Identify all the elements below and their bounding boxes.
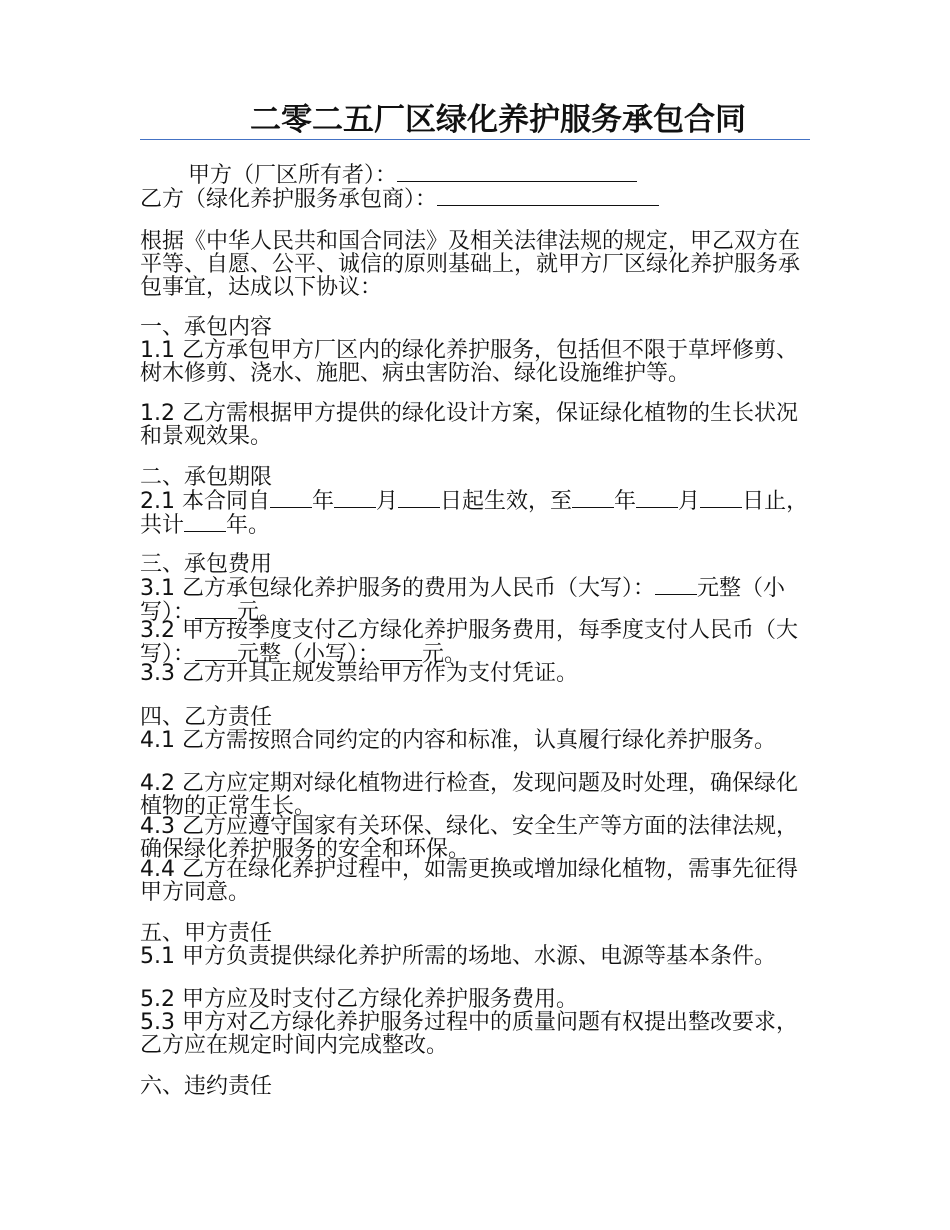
clause-3-3: 3.3 乙方开具正规发票给甲方作为支付凭证。 bbox=[140, 661, 578, 686]
clause-3-1-text: 元整（小写）： bbox=[140, 576, 785, 625]
clause-4-2: 4.2 乙方应定期对绿化植物进行检查，发现问题及时处理，确保绿化植物的正常生长。 bbox=[140, 771, 798, 819]
quarterly-number-blank[interactable] bbox=[380, 642, 422, 661]
total-years-blank[interactable] bbox=[184, 513, 226, 532]
party-b-blank[interactable] bbox=[437, 185, 659, 206]
end-day-blank[interactable] bbox=[700, 489, 742, 508]
clause-3-1 bbox=[140, 576, 812, 624]
section-1-heading: 一、承包内容 bbox=[140, 315, 273, 340]
start-day-blank[interactable] bbox=[398, 489, 440, 508]
clause-2-1-text: 2.1 本合同自 bbox=[140, 489, 270, 514]
clause-3-1-text: 元。 bbox=[237, 600, 282, 625]
clause-2-1-text: 年 bbox=[311, 489, 334, 514]
clause-3-2-text: 3.2 甲方按季度支付乙方绿化养护服务费用，每季度支付人民币（大写）： bbox=[140, 618, 798, 667]
fee-number-blank[interactable] bbox=[195, 600, 237, 619]
clause-2-1-text: 日起生效，至 bbox=[440, 489, 573, 514]
clause-3-2 bbox=[140, 619, 812, 666]
clause-2-1 bbox=[140, 489, 812, 537]
clause-4-3: 4.3 乙方应遵守国家有关环保、绿化、安全生产等方面的法律法规，确保绿化养护服务的安全和环保。 bbox=[140, 814, 798, 862]
party-b-line bbox=[140, 185, 659, 212]
fee-uppercase-blank[interactable] bbox=[655, 576, 697, 595]
start-year-blank[interactable] bbox=[270, 489, 312, 508]
clause-5-1: 5.1 甲方负责提供绿化养护所需的场地、水源、电源等基本条件。 bbox=[140, 944, 776, 969]
end-year-blank[interactable] bbox=[572, 489, 614, 508]
title-underline bbox=[140, 139, 810, 140]
document-title: 二零二五厂区绿化养护服务承包合同 bbox=[250, 102, 746, 138]
clause-5-2: 5.2 甲方应及时支付乙方绿化养护服务费用。 bbox=[140, 987, 578, 1012]
intro-paragraph: 根据《中华人民共和国合同法》及相关法律法规的规定，甲乙双方在平等、自愿、公平、诚信的原则基础上，就甲方厂区绿化养护服务承包事宜，达成以下协议： bbox=[140, 229, 801, 300]
clause-2-1-text: 年。 bbox=[226, 513, 271, 538]
section-2-heading: 二、承包期限 bbox=[140, 465, 273, 490]
party-a-line bbox=[188, 161, 637, 188]
party-a-label: 甲方（厂区所有者）： bbox=[188, 163, 398, 188]
clause-2-1-text: 年 bbox=[614, 489, 637, 514]
clause-3-2-text: 元整（小写）： bbox=[237, 642, 381, 667]
clause-3-1-text: 3.1 乙方承包绿化养护服务的费用为人民币（大写）： bbox=[140, 576, 655, 601]
clause-5-3: 5.3 甲方对乙方绿化养护服务过程中的质量问题有权提出整改要求，乙方应在规定时间内完成整改。 bbox=[140, 1010, 798, 1058]
clause-2-1-text: 日止，共计 bbox=[140, 489, 809, 538]
clause-4-4: 4.4 乙方在绿化养护过程中，如需更换或增加绿化植物，需事先征得甲方同意。 bbox=[140, 857, 798, 905]
clause-2-1-text: 月 bbox=[678, 489, 701, 514]
clause-1-1: 1.1 乙方承包甲方厂区内的绿化养护服务，包括但不限于草坪修剪、树木修剪、浇水、施肥、病虫害防治、绿化设施维护等。 bbox=[140, 338, 798, 386]
section-3-heading: 三、承包费用 bbox=[140, 552, 273, 577]
end-month-blank[interactable] bbox=[636, 489, 678, 508]
party-b-label: 乙方（绿化养护服务承包商）： bbox=[140, 187, 438, 212]
section-4-heading: 四、乙方责任 bbox=[140, 705, 273, 730]
party-a-blank[interactable] bbox=[397, 161, 637, 182]
clause-1-2: 1.2 乙方需根据甲方提供的绿化设计方案，保证绿化植物的生长状况和景观效果。 bbox=[140, 401, 798, 449]
section-6-heading: 六、违约责任 bbox=[140, 1074, 273, 1099]
clause-3-2-text: 元。 bbox=[422, 642, 467, 667]
clause-4-1: 4.1 乙方需按照合同约定的内容和标准，认真履行绿化养护服务。 bbox=[140, 728, 776, 753]
start-month-blank[interactable] bbox=[334, 489, 376, 508]
quarterly-uppercase-blank[interactable] bbox=[195, 642, 237, 661]
section-5-heading: 五、甲方责任 bbox=[140, 921, 273, 946]
clause-2-1-text: 月 bbox=[376, 489, 399, 514]
